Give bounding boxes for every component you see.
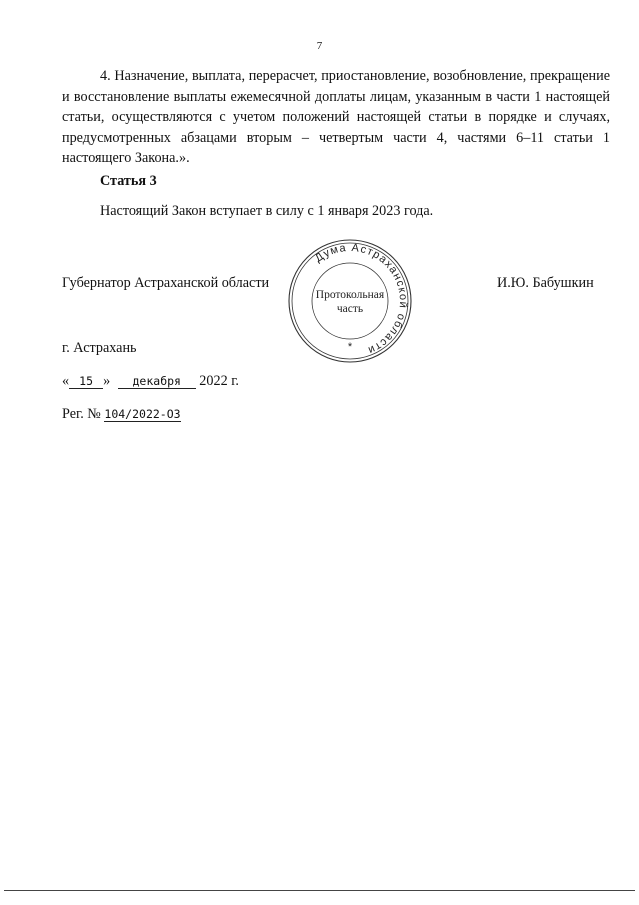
official-seal <box>287 238 413 364</box>
seal-center-line2: часть <box>336 303 364 315</box>
enactment-text: Настоящий Закон вступает в силу с 1 января 2023 года. <box>100 203 434 219</box>
date-close-quote: » <box>103 373 111 389</box>
registration-line <box>62 406 181 423</box>
article-heading: Статья 3 <box>100 173 157 189</box>
page-bottom-divider <box>4 890 635 891</box>
date-day: 15 <box>69 374 103 389</box>
seal-ring-text: Дума Астраханской области <box>312 241 410 357</box>
seal-star-icon: * <box>347 341 353 353</box>
page-number: 7 <box>316 40 323 52</box>
date-open-quote: « <box>62 373 70 389</box>
signatory-name: И.Ю. Бабушкин <box>497 275 594 291</box>
seal-center-line1: Протокольная <box>315 289 385 301</box>
date-month: декабря <box>118 374 196 389</box>
date-line <box>62 373 239 390</box>
paragraph-4: 4. Назначение, выплата, перерасчет, приостановление, возобновление, прекращение и восстановление выплаты ежемесячной доплаты лицам, указанным в части 1 настоящей статьи, осуществляются с учетом положений настоящей статьи в порядке и случаях, предусмотренных абзацами вторым – четвертым части 4, частями 6–11 статьи 1 настоящего Закона.». <box>62 68 610 166</box>
registration-label: Рег. № <box>62 406 101 422</box>
date-year: 2022 г. <box>199 373 239 389</box>
signature-position: Губернатор Астраханской области <box>62 275 270 291</box>
city-name: г. Астрахань <box>62 340 137 356</box>
registration-number: 104/2022-ОЗ <box>104 407 181 421</box>
